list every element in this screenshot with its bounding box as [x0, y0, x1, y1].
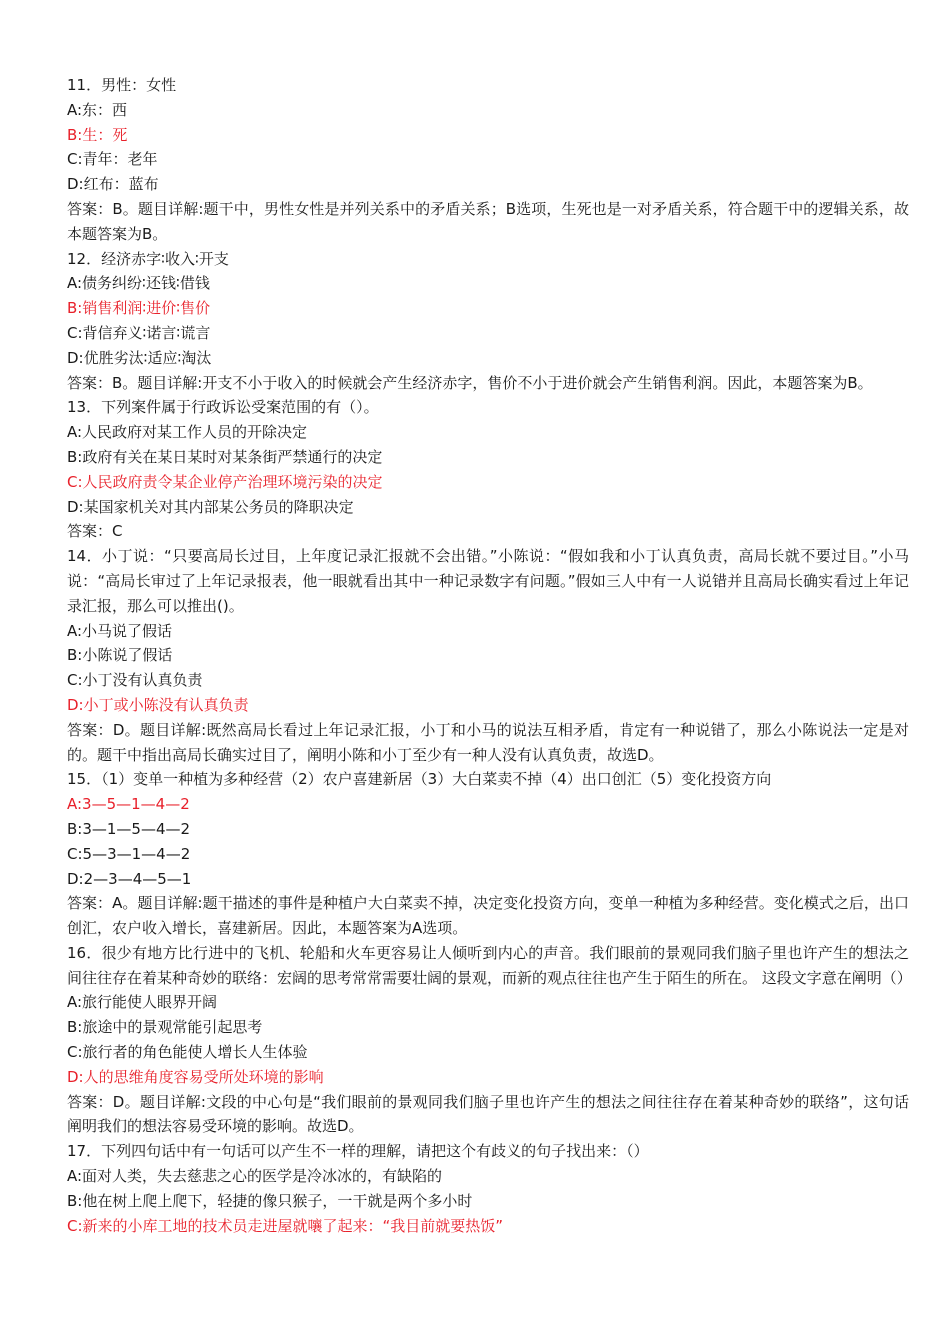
option-d: D:某国家机关对其内部某公务员的降职决定: [67, 497, 354, 516]
option-a: A:东：西: [67, 100, 128, 119]
answer-explanation: 答案：B。题目详解:题干中，男性女性是并列关系中的矛盾关系；B选项，生死也是一对矛盾关系，符合题干中的逻辑关系，故本题答案为B。: [67, 199, 909, 243]
option-c-correct: C:新来的小库工地的技术员走进屋就嚷了起来：“我目前就要热饭”: [67, 1216, 504, 1235]
option-b: B:旅途中的景观常能引起思考: [67, 1018, 263, 1037]
option-c: C:青年：老年: [67, 150, 158, 169]
option-c: C:小丁没有认真负责: [67, 671, 203, 690]
option-a: A:小马说了假话: [67, 621, 173, 640]
option-d: D:优胜劣汰∶适应∶淘汰: [67, 348, 212, 367]
option-c: C:旅行者的角色能使人增长人生体验: [67, 1043, 308, 1062]
option-b: B:小陈说了假话: [67, 646, 173, 665]
question-stem: 11．男性：女性: [67, 76, 177, 94]
question-stem: 12．经济赤字∶收入∶开支: [67, 249, 229, 268]
option-c: C:5—3—1—4—2: [67, 844, 191, 863]
question-document: [67, 73, 912, 1238]
option-c: C:背信弃义∶诺言∶谎言: [67, 323, 211, 342]
option-b: B:政府有关在某日某时对某条街严禁通行的决定: [67, 447, 383, 466]
question-stem: 15．（1）变单一种植为多种经营（2）农户喜建新居（3）大白菜卖不掉（4）出口创汇（5）变化投资方向: [67, 770, 772, 789]
question-14: [67, 544, 909, 767]
option-a: A:面对人类，失去慈悲之心的医学是冷冰冰的，有缺陷的: [67, 1167, 443, 1186]
question-11: [67, 73, 909, 247]
option-a: A:人民政府对某工作人员的开除决定: [67, 423, 308, 442]
question-stem: 14．小丁说：“只要高局长过目，上年度记录汇报就不会出错。”小陈说：“假如我和小丁认真负责，高局长就不要过目。”小马说：“高局长审过了上年记录报表，他一眼就看出其中一种记录数字有问题。”假如三人中有一人说错并且高局长确实看过上年记录汇报，那么可以推出()。: [67, 547, 909, 615]
option-b-correct: B:生：死: [67, 125, 128, 144]
question-stem: 13．下列案件属于行政诉讼受案范围的有（）。: [67, 398, 379, 417]
answer-explanation: 答案：A。题目详解:题干描述的事件是种植户大白菜卖不掉，决定变化投资方向，变单一种植为多种经营。变化模式之后，出口创汇，农户收入增长，喜建新居。因此，本题答案为A选项。: [67, 894, 909, 938]
question-15: [67, 767, 909, 941]
question-13: [67, 395, 909, 544]
option-a: A:债务纠纷∶还钱∶借钱: [67, 274, 210, 293]
question-stem: 17．下列四句话中有一句话可以产生不一样的理解，请把这个有歧义的句子找出来：（）: [67, 1142, 649, 1161]
option-b-correct: B:销售利润∶进价∶售价: [67, 299, 211, 318]
answer-explanation: 答案：C: [67, 522, 123, 541]
option-c-correct: C:人民政府责令某企业停产治理环境污染的决定: [67, 472, 383, 491]
question-17: [67, 1139, 909, 1238]
question-12: [67, 247, 909, 396]
question-16: [67, 941, 912, 1139]
option-a-correct: A:3—5—1—4—2: [67, 795, 190, 814]
option-a: A:旅行能使人眼界开阔: [67, 993, 218, 1012]
option-d: D:红布：蓝布: [67, 175, 159, 194]
option-d: D:2—3—4—5—1: [67, 869, 192, 888]
answer-explanation: 答案：D。题目详解:文段的中心句是“我们眼前的景观同我们脑子里也许产生的想法之间往往存在着某种奇妙的联络”，这句话阐明我们的想法容易受环境的影响。故选D。: [67, 1092, 909, 1136]
option-d-correct: D:人的思维角度容易受所处环境的影响: [67, 1067, 324, 1086]
option-b: B:他在树上爬上爬下，轻捷的像只猴子，一干就是两个多小时: [67, 1191, 473, 1210]
answer-explanation: 答案：D。题目详解:既然高局长看过上年记录汇报，小丁和小马的说法互相矛盾，肯定有一种说错了，那么小陈说法一定是对的。题干中指出高局长确实过目了，阐明小陈和小丁至少有一种人没有认真负责，故选D。: [67, 720, 909, 764]
option-d-correct: D:小丁或小陈没有认真负责: [67, 695, 249, 714]
answer-explanation: 答案：B。题目详解:开支不小于收入的时候就会产生经济赤字，售价不小于进价就会产生销售利润。因此，本题答案为B。: [67, 373, 873, 392]
question-stem: 16．很少有地方比行进中的飞机、轮船和火车更容易让人倾听到内心的声音。我们眼前的景观同我们脑子里也许产生的想法之间往往存在着某种奇妙的联络：宏阔的思考常常需要壮阔的景观，而新的观点往往也产生于陌生的所在。 这段文字意在阐明（）: [67, 943, 912, 987]
option-b: B:3—1—5—4—2: [67, 819, 191, 838]
